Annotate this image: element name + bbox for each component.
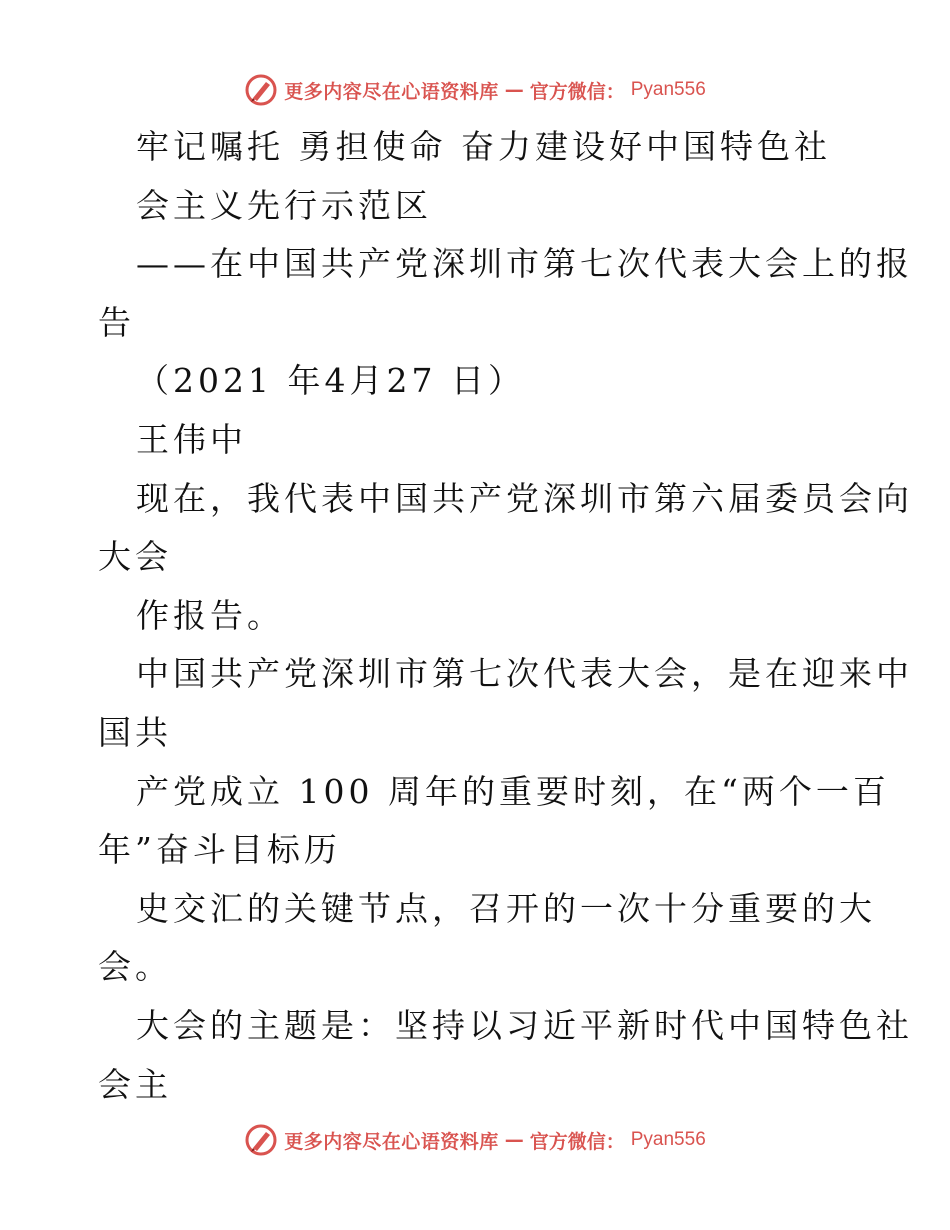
watermark-wechat-id: Pyan556 bbox=[630, 1129, 706, 1150]
text-line: 会。 bbox=[98, 947, 172, 987]
header-watermark bbox=[0, 70, 950, 110]
text-line: 国共 bbox=[98, 712, 172, 752]
text-line: 产党成立 100 周年的重要时刻，在“两个一百 bbox=[136, 771, 890, 811]
text-line: 史交汇的关键节点，召开的一次十分重要的大 bbox=[136, 888, 876, 928]
watermark-wechat-label: 官方微信： bbox=[529, 80, 625, 103]
text-line: 牢记嘱托 勇担使命 奋力建设好中国特色社 bbox=[136, 127, 831, 166]
watermark-separator: — bbox=[504, 1129, 524, 1151]
text-line: 大会的主题是：坚持以习近平新时代中国特色社 bbox=[136, 1005, 913, 1045]
text-line: 中国共产党深圳市第七次代表大会，是在迎来中 bbox=[136, 654, 913, 694]
text-line: 王伟中 bbox=[136, 419, 247, 459]
pen-logo-icon bbox=[244, 73, 278, 107]
watermark-wechat-id: Pyan556 bbox=[630, 79, 706, 100]
text-line: （2021 年4月27 日） bbox=[136, 361, 525, 401]
watermark-separator: — bbox=[504, 79, 524, 101]
footer-watermark bbox=[0, 1120, 950, 1160]
watermark-wechat-label: 官方微信： bbox=[529, 1130, 625, 1153]
text-line: 告 bbox=[98, 302, 135, 342]
pen-logo-icon bbox=[244, 1123, 278, 1157]
text-line: 会主义先行示范区 bbox=[136, 185, 432, 225]
text-line: 现在，我代表中国共产党深圳市第六届委员会向 bbox=[136, 478, 913, 518]
text-line: ——在中国共产党深圳市第七次代表大会上的报 bbox=[136, 244, 913, 284]
text-line: 年”奋斗目标历 bbox=[98, 830, 341, 870]
document-body bbox=[98, 118, 913, 1114]
text-line: 大会 bbox=[98, 537, 172, 577]
watermark-site-text: 更多内容尽在心语资料库 bbox=[284, 80, 499, 103]
text-line: 会主 bbox=[98, 1064, 172, 1104]
watermark-site-text: 更多内容尽在心语资料库 bbox=[284, 1130, 499, 1153]
text-line: 作报告。 bbox=[136, 595, 284, 635]
